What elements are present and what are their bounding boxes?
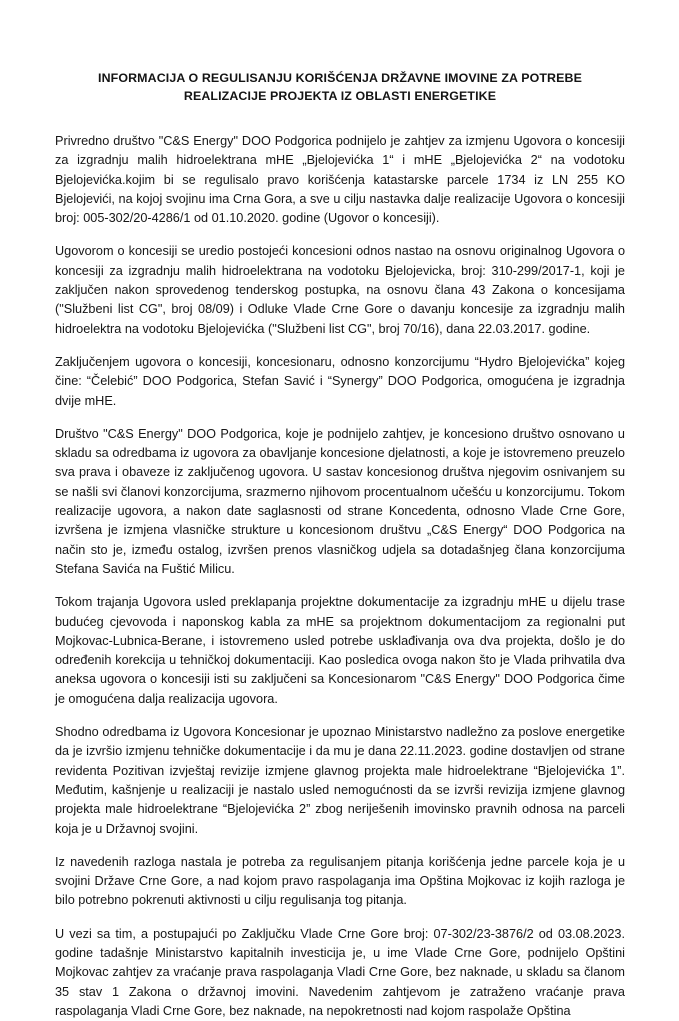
page-title	[55, 70, 625, 105]
paragraph-3: Zaključenjem ugovora o koncesiji, koncesionaru, odnosno konzorcijumu “Hydro Bjelojevićka” kojeg čine: “Čelebić” DOO Podgorica, Stefan Savić i “Synergy” DOO Podgorica, omogućena je izgradnja dvije mHE.	[55, 354, 625, 408]
paragraph-1: Privredno društvo "C&S Energy" DOO Podgorica podnijelo je zahtjev za izmjenu Ugovora o koncesiji za izgradnju malih hidroelektrana mHE „Bjelojevićka 1“ i mHE „Bjelojevićka 2“ na vodotoku Bjelojevićka.kojim bi se regulisalo pravo korišćenja katastarske parcele 1734 iz LN 255 KO Bjelojevići, na kojoj svojinu ima Crna Gora, a sve u cilju nastavka dalje realizacije Ugovora o koncesiji broj: 005-302/20-4286/1 od 01.10.2020. godine (Ugovor o koncesiji).	[55, 134, 625, 226]
document-title-block	[55, 0, 625, 105]
paragraph-6: Shodno odredbama iz Ugovora Koncesionar je upoznao Ministarstvo nadležno za poslove energetike da je izvršio izmjenu tehničke dokumentacije i da mu je dana 22.11.2023. godine dostavljen od strane revidenta Pozitivan izvještaj revizije izmjene glavnog projekta male hidroelektrane “Bjelojevićka 1”. Međutim, kašnjenje u realizaciji je nastalo usled nemogućnosti da se izvrši revizija izmjene glavnog projekta male hidroelektrane “Bjelojevićka 2” zbog neriješenih imovinsko pravnih odnosa na parceli koja je u Državnoj svojini.	[55, 725, 625, 836]
page-title-line-2: REALIZACIJE PROJEKTA IZ OBLASTI ENERGETIKE	[183, 88, 497, 103]
page-title-line-1: INFORMACIJA O REGULISANJU KORIŠĆENJA DRŽAVNE IMOVINE ZA POTREBE	[98, 71, 582, 85]
document-paragraphs	[55, 132, 625, 1021]
paragraph-8: U vezi sa tim, a postupajući po Zaključku Vlade Crne Gore broj: 07-302/23-3876/2 od 03.08.2023. godine tadašnje Ministarstvo kapitalnih investicija je, u ime Vlade Crne Gore, podnijelo Opštini Mojkovac zahtjev za vraćanje prava raspolaganja Vladi Crne Gore, bez naknade, u skladu sa članom 35 stav 1 Zakona o državnoj imovini. Navedenim zahtjevom je zatraženo vraćanje prava raspolaganja Vladi Crne Gore, bez naknade, na nepokretnosti nad kojom raspolaže Opština	[55, 926, 625, 1018]
paragraph-2: Ugovorom o koncesiji se uredio postojeći koncesioni odnos nastao na osnovu originalnog Ugovora o koncesiji za izgradnju malih hidroelektrana na vodotoku Bjelojevicka, broj: 310-299/2017-1, koji je zaključen nakon sprovedenog tenderskog postupka, na osnovu člana 43 Zakona o koncesijama ("Službeni list CG", broj 08/09) i Odluke Vlade Crne Gore o davanju koncesije za izgradnju malih hidroelektra na vodotoku Bjelojevićka ("Službeni list CG", broj 70/16), dana 22.03.2017. godine.	[55, 244, 625, 336]
document-body	[55, 0, 625, 1021]
paragraph-7: Iz navedenih razloga nastala je potreba za regulisanjem pitanja korišćenja jedne parcele koja je u svojini Države Crne Gore, a nad kojom pravo raspolaganja ima Opština Mojkovac iz kojih razloga je bilo potrebno pokrenuti aktivnosti u cilju regulisanja tog pitanja.	[55, 854, 625, 908]
paragraph-5: Tokom trajanja Ugovora usled preklapanja projektne dokumentacije za izgradnju mHE u dijelu trase budućeg cjevovoda i naponskog kabla za mHE sa projektnom dokumentacijom za regionalni put Mojkovac-Lubnica-Berane, i istovremeno usled potrebe usklađivanja ova dva projekta, došlo je do određenih korekcija u tehničkoj dokumentaciji. Kao posledica ovoga nakon što je Vlada prihvatila dva aneksa ugovora o koncesiji isti su zaključeni sa Koncesionarom "C&S Energy" DOO Podgorica čime je omogućena dalja realizacija ugovora.	[55, 595, 625, 706]
paragraph-4: Društvo "C&S Energy" DOO Podgorica, koje je podnijelo zahtjev, je koncesiono društvo osnovano u skladu sa odredbama iz ugovora za obavljanje koncesione djelatnosti, a koje je istovremeno preuzelo sva prava i obaveze iz zaključenog ugovora. U sastav koncesionog društva njegovim osnivanjem su se našli svi članovi konzorcijuma, srazmerno njihovom procentualnom učešću u konzorcijumu. Tokom realizacije ugovora, a nakon date saglasnosti od strane Koncedenta, odnosno Vlade Crne Gore, izvršena je izmjena vlasničke strukture u koncesionom društvu „C&S Energy“ DOO Podgorica na način sto je, između ostalog, izvršen prenos vlasničkog udjela sa dotadašnjeg člana konzorcijuma Stefana Savića na Fuštić Milicu.	[55, 426, 625, 576]
